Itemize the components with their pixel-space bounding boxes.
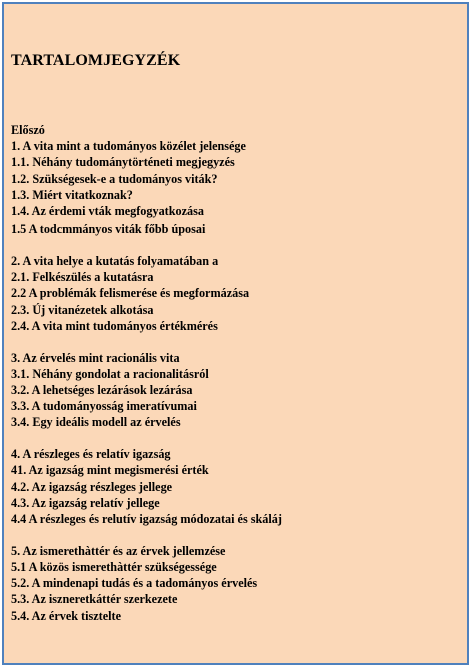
- toc-section-3: [11, 350, 461, 431]
- toc-entry-5-2: 5.2. A mindenapi tudás és a tadományos érvelés: [11, 576, 258, 591]
- toc-entry-3-3: 3.3. A tudományosság imeratívumai: [11, 399, 197, 414]
- toc-entry-foreword: Előszó: [11, 123, 45, 137]
- toc-entry-2: 2. A vita helye a kutatás folyamatában a: [11, 254, 219, 269]
- toc-entry-1-3: 1.3. Miért vitatkoznak?: [11, 187, 133, 202]
- toc-entry-4-1: 41. Az igazság mint megismerési érték: [11, 463, 209, 478]
- toc-entry-4-2: 4.2. Az igazság részleges jellege: [11, 479, 173, 494]
- toc-entry-3-1: 3.1. Néhány gondolat a racionalitásról: [11, 366, 209, 381]
- toc-entry-5-4: 5.4. Az érvek tisztelte: [11, 608, 121, 623]
- page-title: TARTALOMJEGYZÉK: [11, 52, 181, 69]
- toc-entry-1-2: 1.2. Szükségesek-e a tudományos viták?: [11, 171, 218, 186]
- toc-entry-3-4: 3.4. Egy ideális modell az érvelés: [11, 415, 181, 430]
- toc-entry-1: 1. A vita mint a tudományos közélet jelensége: [11, 139, 246, 154]
- toc-entry-1-1: 1.1. Néhány tudománytörténeti megjegyzés: [11, 155, 235, 170]
- toc-section-1: [11, 122, 461, 237]
- toc-entry-4: 4. A részleges és relatív igazság: [11, 447, 171, 462]
- toc-section-2: [11, 253, 461, 334]
- toc-entry-3: 3. Az érvelés mint racionális vita: [11, 350, 180, 365]
- toc-entry-2-2: 2.2 A problémák felismerése és megformázása: [11, 286, 250, 301]
- toc-entry-1-4: 1.4. Az érdemi vták megfogyatkozása: [11, 204, 204, 219]
- toc-entry-2-1: 2.1. Felkészülés a kutatásra: [11, 270, 154, 285]
- toc-entry-3-2: 3.2. A lehetséges lezárások lezárása: [11, 383, 193, 398]
- toc-entry-4-4: 4.4 A részleges és relutív igazság módozatai és skáláj: [11, 512, 282, 527]
- toc-section-4: [11, 446, 461, 527]
- toc-entry-1-5: 1.5 A todcmmányos viták főbb úposai: [11, 222, 206, 237]
- toc-entry-4-3: 4.3. Az igazság relatív jellege: [11, 495, 160, 510]
- toc-entry-2-3: 2.3. Új vitanézetek alkotása: [11, 302, 154, 317]
- table-of-contents: [11, 122, 461, 639]
- toc-entry-5-3: 5.3. Az iszneretkáttér szerkezete: [11, 592, 178, 607]
- toc-section-5: [11, 543, 461, 624]
- toc-entry-5-1: 5.1 A közös ismerethàttér szükségessége: [11, 560, 217, 575]
- toc-entry-2-4: 2.4. A vita mint tudományos értékmérés: [11, 318, 218, 333]
- document-page: [2, 2, 469, 665]
- toc-entry-5: 5. Az ismerethàttér és az érvek jellemzése: [11, 543, 226, 558]
